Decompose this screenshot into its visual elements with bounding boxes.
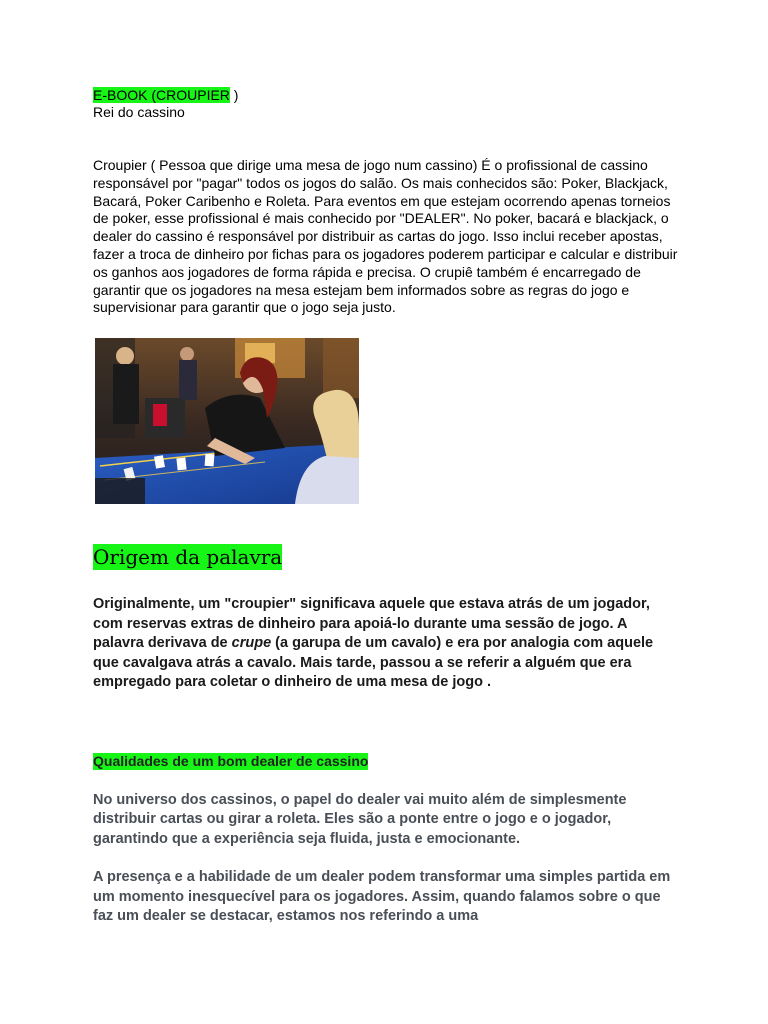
title-suffix: ) <box>229 87 239 103</box>
qualities-heading: Qualidades de um bom dealer de cassino <box>93 752 369 769</box>
document-page <box>93 87 683 927</box>
casino-dealer-photo <box>95 338 359 504</box>
intro-paragraph: Croupier ( Pessoa que dirige uma mesa de jogo num cassino) É o profissional de cassino responsável por "pagar" todos os jogos do salão. Os mais conhecidos são: Poker, Blackjack, Bacará, Poker Caribenho e Roleta. Para eventos em que estejam ocorrendo apenas torneios de poker, esse profissional é mais conhecido por "DEALER". No poker, bacará e blackjack, o dealer do cassino é responsável por distribuir as cartas do jogo. Isso inclui receber apostas, fazer a troca de dinheiro por fichas para os jogadores poderem participar e calcular e distribuir os ganhos aos jogadores de forma rápida e precisa. O crupiê também é encarregado de garantir que os jogadores na mesa estejam bem informados sobre as regras do jogo e supervisionar para garantir que o jogo seja justo. <box>93 157 678 316</box>
origin-italic-word: crupe <box>231 635 272 652</box>
ebook-subtitle: Rei do cassino <box>93 104 185 120</box>
origin-text-2: (a garupa de um cavalo) e era por analogia com aquele que cavalgava atrás a cavalo. Mais tarde, passou a se referir a alguém que era empregado para coletar o dinheiro de uma mesa de jogo . <box>93 635 654 691</box>
qualities-paragraph-1: No universo dos cassinos, o papel do dealer vai muito além de simplesmente distribuir cartas ou girar a roleta. Eles são a ponte entre o jogo e o jogador, garantindo que a experiência seja fluida, justa e emocionante. <box>93 791 627 847</box>
origin-heading: Origem da palavra <box>93 545 283 570</box>
origin-paragraph <box>93 595 681 693</box>
origin-text-1: Originalmente, um "croupier" significava aquele que estava atrás de um jogador, com reservas extras de dinheiro para apoiá-lo durante uma sessão de jogo. A palavra derivava de <box>93 596 650 652</box>
qualities-paragraph-2: A presença e a habilidade de um dealer podem transformar uma simples partida em um momento inesquecível para os jogadores. Assim, quando falamos sobre o que faz um dealer se destacar, estamos nos referindo a uma <box>93 869 671 925</box>
ebook-title <box>93 87 683 104</box>
title-highlight: E-BOOK (CROUPIER <box>93 87 230 103</box>
